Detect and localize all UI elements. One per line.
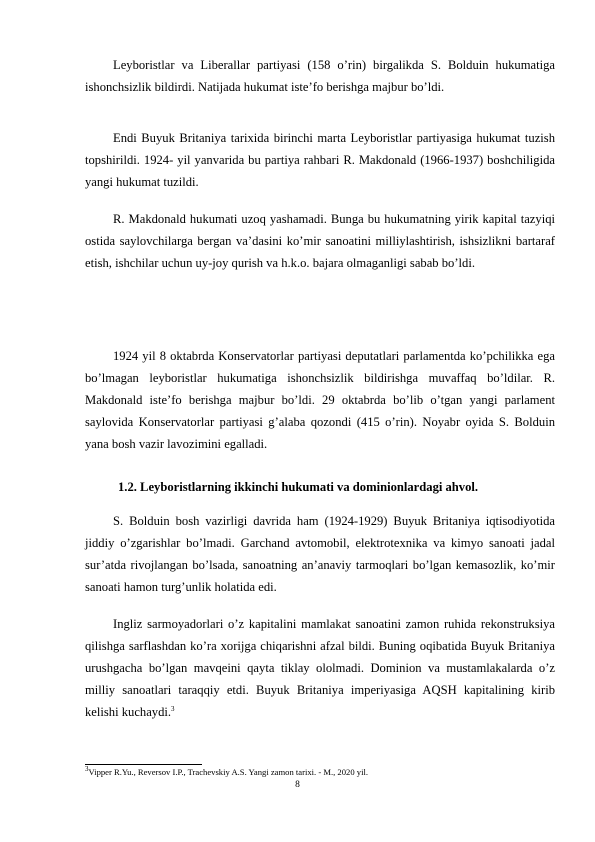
paragraph-4: 1924 yil 8 oktabrda Konservatorlar partiyasi deputatlari parlamentda ko’pchilikka ega bo’lmagan leyboristlar hukumatiga ishonchsizlik bildirishga muvaffaq bo’ldilar. R. Makdonald iste’fo berishga majbur bo’ldi. 29 oktabrda bo’lib o’tgan yangi parlament saylovida Konservatorlar partiyasi g’alaba qozondi (415 o’rin). Noyabr oyida S. Bolduin yana bosh vazir lavozimini egalladi. <box>85 349 555 451</box>
paragraph-6 <box>85 614 555 724</box>
paragraph-3: R. Makdonald hukumati uzoq yashamadi. Bunga bu hukumatning yirik kapital tazyiqi ostida saylovchilarga bergan va’dasini ko’mir sanoatini milliylashtirish, ishsizlikni bartaraf etish, ishchilar uchun uy-joy qurish va h.k.o. bajara olmaganligi sabab bo’ldi. <box>85 212 555 270</box>
footnote-reference[interactable]: 3 <box>171 704 175 713</box>
paragraph-1: Leyboristlar va Liberallar partiyasi (158 o’rin) birgalikda S. Bolduin hukumatiga ishonchsizlik bildirdi. Natijada hukumat iste’fo berishga majbur bo’ldi. <box>85 58 555 94</box>
footnote-text: Vipper R.Yu., Reversov I.P., Trachevskiy A.S. Yangi zamon tarixi. - M., 2020 yil. <box>88 767 368 777</box>
paragraph-2: Endi Buyuk Britaniya tarixida birinchi marta Leyboristlar partiyasiga hukumat tuzish topshirildi. 1924- yil yanvarida bu partiya rahbari R. Makdonald (1966-1937) boshchiligida yangi hukumat tuzildi. <box>85 131 555 189</box>
page-number: 8 <box>295 780 300 790</box>
section-heading: 1.2. Leyboristlarning ikkinchi hukumati va dominionlardagi ahvol. <box>118 480 479 494</box>
paragraph-6-text: Ingliz sarmoyadorlari o’z kapitalini mamlakat sanoatini zamon ruhida rekonstruksiya qilishga sarflashdan ko’ra xorijga chiqarishni afzal bildi. Buning oqibatida Buyuk Britaniya urushgacha bo’lgan mavqeini qayta tiklay ololmadi. Dominion va mustamlakalarda o’z milliy sanoatlari taraqqiy etdi. Buyuk Britaniya imperiyasiga AQSH kapitalining kirib kelishi kuchaydi. <box>85 617 555 719</box>
footnote <box>85 767 368 778</box>
footnote-mark: 3 <box>85 765 89 774</box>
footnote-separator <box>85 764 202 765</box>
paragraph-5: S. Bolduin bosh vazirligi davrida ham (1924-1929) Buyuk Britaniya iqtisodiyotida jiddiy o’zgarishlar bo’lmadi. Garchand avtomobil, elektrotexnika va kimyo sanoati jadal sur’atda rivojlangan bo’lsada, sanoatning an’anaviy tarmoqlari bo’lgan kemasozlik, ko’mir sanoati hamon turg’unlik holatida edi. <box>85 514 555 594</box>
